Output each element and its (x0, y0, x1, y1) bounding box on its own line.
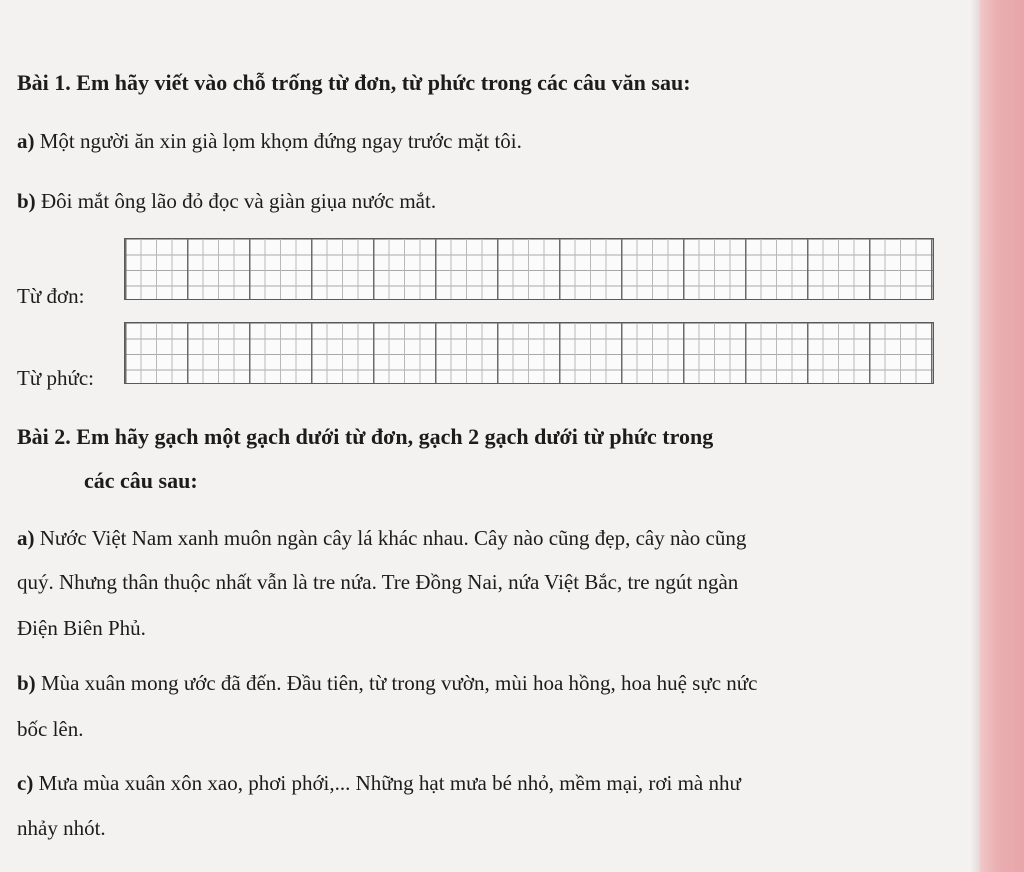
item-a-text: Nước Việt Nam xanh muôn ngàn cây lá khác nhau. Cây nào cũng đẹp, cây nào cũng (39, 526, 747, 550)
page-edge (980, 0, 1024, 872)
single-words-label: Từ đơn: (17, 284, 85, 308)
exercise-2-title-line-1: Bài 2. Em hãy gạch một gạch dưới từ đơn, gạch 2 gạch dưới từ phức trong (17, 424, 714, 449)
compound-words-label: Từ phức: (17, 366, 94, 390)
exercise-2-item-c-line-1 (17, 773, 741, 794)
item-b-label: b) (17, 189, 36, 213)
exercise-1-item-a (17, 131, 522, 152)
exercise-2-item-a-line-1 (17, 528, 746, 549)
exercise-2-item-b-line-1 (17, 673, 758, 694)
item-a-label: a) (17, 526, 35, 550)
exercise-2-item-a-line-3: Điện Biên Phủ. (17, 616, 146, 640)
compound-words-writing-grid[interactable] (124, 322, 934, 384)
item-a-text: Một người ăn xin già lọm khọm đứng ngay trước mặt tôi. (39, 129, 522, 153)
item-b-text: Mùa xuân mong ước đã đến. Đầu tiên, từ trong vườn, mùi hoa hồng, hoa huệ sực nức (40, 671, 758, 695)
exercise-2-item-c-line-2: nhảy nhót. (17, 816, 106, 840)
exercise-2-item-a-line-2: quý. Nhưng thân thuộc nhất vẫn là tre nứa. Tre Đồng Nai, nứa Việt Bắc, tre ngút ngàn (17, 570, 739, 594)
exercise-1-title: Bài 1. Em hãy viết vào chỗ trống từ đơn, từ phức trong các câu văn sau: (17, 70, 691, 95)
single-words-writing-grid[interactable] (124, 238, 934, 300)
exercise-1-item-b (17, 191, 436, 212)
item-b-text: Đôi mắt ông lão đỏ đọc và giàn giụa nước mắt. (40, 189, 437, 213)
item-c-text: Mưa mùa xuân xôn xao, phơi phới,... Những hạt mưa bé nhỏ, mềm mại, rơi mà như (38, 771, 741, 795)
page-edge-shadow (970, 0, 980, 872)
item-c-label: c) (17, 771, 34, 795)
item-b-label: b) (17, 671, 36, 695)
exercise-2-title-line-2: các câu sau: (84, 468, 198, 493)
exercise-2-item-b-line-2: bốc lên. (17, 717, 84, 741)
item-a-label: a) (17, 129, 35, 153)
